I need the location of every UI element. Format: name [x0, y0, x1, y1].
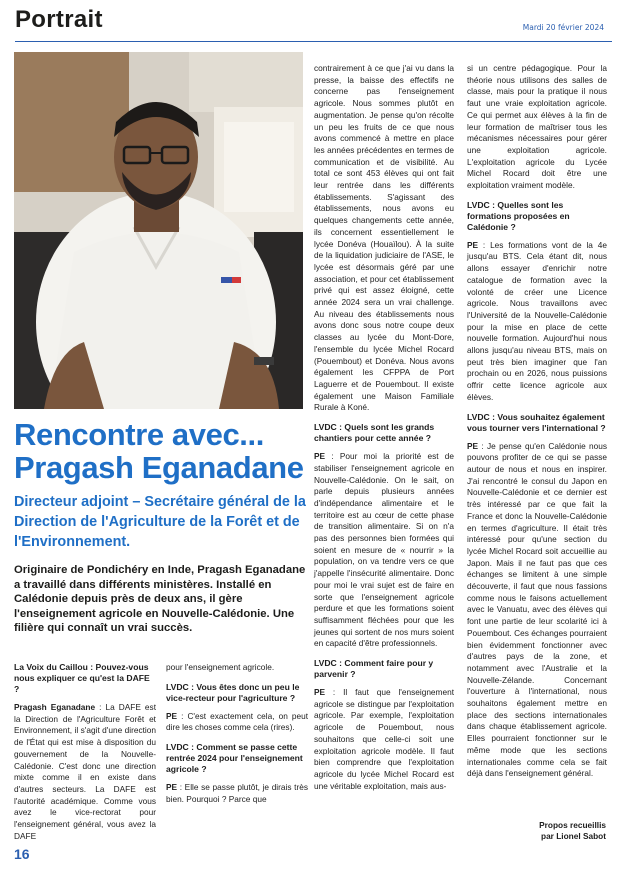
question-dafe: La Voix du Caillou : Pouvez-vous nous expliquer ce qu'est la DAFE ? [14, 662, 150, 694]
answer-rentree [166, 782, 308, 805]
question-formations: LVDC : Quelles sont les formations proposées en Calédonie ? [467, 199, 570, 232]
issue-date: Mardi 20 février 2024 [522, 23, 604, 32]
answer-text: : Les formations vont de la 4e jusqu'au BTS. Cela étant dit, nous allons essayer d'enrichir notre catalogue de formation avec la volonté de créer une Licence agricole. Nous travaillons avec l'Université de la Nouvelle-Calédonie pour la mise en place de cette nouvelle formation. Aujourd'hui nous allons jusqu'au niveau BTS, mais on peut très bien imaginer que l'an prochain ou en 2026, nous puissions offrir cette licence agricole aux élèves. [467, 239, 607, 402]
question-chantiers: LVDC : Quels sont les grands chantiers pour cette année ? [314, 422, 435, 444]
section-title: Portrait [15, 6, 103, 33]
article-credits [539, 820, 606, 842]
answer-speaker: Pragash Eganadane [14, 702, 96, 712]
column-3 [314, 63, 454, 792]
answer-text: : C'est exactement cela, on peut dire les choses comme cela (rires). [166, 710, 308, 733]
answer-chantiers [314, 451, 454, 650]
answer-text: : Je pense qu'en Calédonie nous pouvons profiter de ce qui se passe autour de nous et nous en inspirer. J'ai rencontré le consul du Japon en Nouvelle-Calédonie et ce dernier est très intéressé par ce que fait la France et donc la Nouvelle-Calédonie en termes d'agriculture. Il était très intéressé pour qu'une section du lycée Michel Rocard soit accueillie au Japon. Mais il ne faut pas que ces échanges se limitent à une simple découverte, il faut que nous fassions comme nous le faisons actuellement avec le Vanuatu, avec des élèves qui font une partie de leur scolarité ici à Pouembout. Ces échanges pourraient bien évidemment fonctionner avec d'autres pays de la zone, et notamment avec l'Australie et la Nouvelle-Zélande. Concernant l'ouverture à l'international, nous souhaitons également mettre en place des sections internationales dans chaque établissement agricole. Elles pourraient fonctionner sur le même mode que les sections internationales comme cela se fait déjà dans l'enseignement général. [467, 440, 607, 779]
portrait-photo [14, 52, 303, 409]
article-title: Rencontre avec... Pragash Eganadane [14, 417, 304, 485]
paragraph-rentree-details: contrairement à ce que j'ai vu dans la presse, la baisse des effectifs ne concerne pas l'enseignement agricole. Nous sommes plutôt en augmentation. Je pense qu'on récolte un peu les fruits de ce que nous avons commencé à mettre en place les années précédentes en termes de communication et de visibilité. Au total ce sont 453 élèves qui ont fait leur rentrée dans les différents établissements. S'agissant des établissements, nous avons eu quelques changements cette année, ils concernent essentiellement le lycée Donéva (Houaïlou). À la suite de la liquidation judiciaire de l'ASE, le lycée est désormais géré par une association, et pour cet établissement privé qui est assez éloigné, cette année 2024 sera un vrai challenge. Au niveau des établissements nous avons donc sous notre coupe deux classes au lycée du Mont-Dore, l'ensemble du lycée Michel Rocard (Pouembout) et Donéva. Nous avons également les CFPPA de Port Laguerre et de Pouembout. Il existe également une Maison Familiale Rurale à Koné. [314, 63, 454, 413]
answer-speaker: PE [314, 687, 326, 698]
answer-parvenir [314, 687, 454, 792]
question-vice-recteur: LVDC : Vous êtes donc un peu le vice-recteur pour l'agriculture ? [166, 681, 300, 703]
column-4 [467, 63, 607, 780]
answer-text: : Il faut que l'enseignement agricole se distingue par l'exploitation agricole. Par exemple, l'exploitation agricole de Pouembout, nous souhaitons que celle-ci soit une exploitation agricole modèle. Il faut bien comprendre que l'exploitation agricole du lycée Michel Rocard est une véritable exploitation, mais aus- [314, 687, 454, 791]
answer-formations [467, 240, 607, 404]
page-number: 16 [14, 846, 30, 862]
header-divider [15, 41, 612, 42]
answer-text: : Elle se passe plutôt, je dirais très bien. Pourquoi ? Parce que [166, 782, 308, 804]
question-rentree: LVDC : Comment se passe cette rentrée 2024 pour l'enseignement agricole ? [166, 742, 303, 775]
question-parvenir: LVDC : Comment faire pour y parvenir ? [314, 658, 434, 680]
answer-speaker: PE [166, 710, 178, 721]
answer-text: : La DAFE est la Direction de l'Agriculture Forêt et Environnement, il s'agit d'une direction de l'État qui est mise à disposition du gouvernement de la Nouvelle-Calédonie. C'est donc une direction mixte comme il en existe dans d'autres secteurs. La DAFE est l'autorité académique. Comme vous avez le vice-rectorat pour l'enseignement général, vous avez la DAFE [14, 702, 157, 841]
answer-speaker: PE [166, 782, 178, 793]
article-intro: Originaire de Pondichéry en Inde, Pragash Eganadane a travaillé dans différents ministères. Installé en Calédonie depuis près de deux ans, il gère l'enseignement agricole en Nouvelle-Calédonie. Une filière qui connaît un vrai succès. [14, 564, 306, 634]
answer-dafe-end: pour l'enseignement agricole. [166, 662, 275, 672]
column-2 [166, 662, 308, 806]
answer-speaker: PE [467, 440, 479, 451]
answer-speaker: PE [314, 451, 326, 462]
credits-line-2: par Lionel Sabot [541, 831, 606, 841]
answer-international [467, 441, 607, 780]
portrait-illustration [14, 52, 303, 409]
article-subtitle: Directeur adjoint – Secrétaire général de la Direction de l'Agriculture de la Forêt et de l'Environnement. [14, 494, 306, 550]
paragraph-centre-pedagogique: si un centre pédagogique. Pour la théorie nous utilisons des salles de classe, mais pour la pratique il nous faut une vraie exploitation agricole. Ce qui permet aux élèves à la fin de leur formation de maîtriser tous les mécanismes nécessaires pour gérer une exploitation agricole. L'exploitation agricole du Lycée Michel Rocard doit être une exploitation vraiment modèle. [467, 63, 607, 191]
answer-vice-recteur [166, 711, 308, 734]
answer-speaker: PE [467, 239, 479, 250]
credits-line-1: Propos recueillis [539, 820, 606, 830]
answer-dafe [14, 702, 156, 842]
answer-text: : Pour moi la priorité est de stabiliser l'enseignement agricole en Nouvelle-Calédonie. On le sait, on parle depuis plusieurs années d'indépendance alimentaire et le territoire est au cœur de cette phase de transition alimentaire. Si on n'a pas des personnes bien formées qui soient en mesure de « nourrir » la population, on va tendre vers ce que j'appelle l'insécurité alimentaire. Donc pour moi le vrai sujet est de faire en sorte que l'enseignement agricole perdure et que les formations soient suffisamment fléchées pour que les jeunes qui sortent de nos murs soient en capacité d'être professionnels. [314, 451, 454, 649]
column-1 [14, 662, 156, 842]
question-international: LVDC : Vous souhaitez également vous tourner vers l'international ? [467, 411, 606, 433]
